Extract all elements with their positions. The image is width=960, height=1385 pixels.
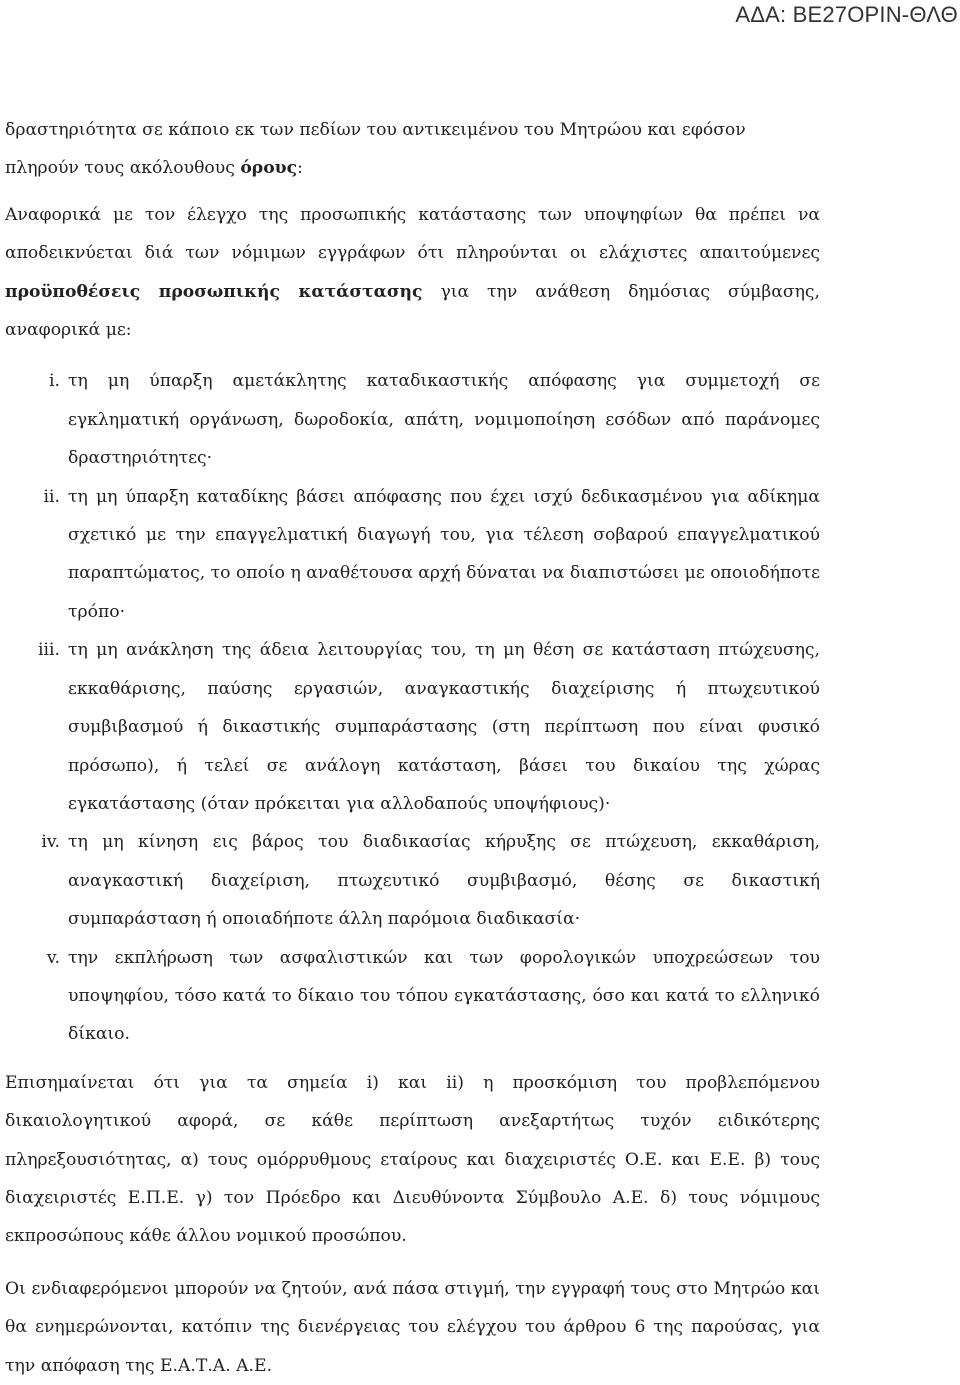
list-item bbox=[5, 939, 820, 1054]
list-item bbox=[5, 478, 820, 632]
personal-status-text-end: για την ανάθεση δημόσιας σύμβασης, αναφορικά με: bbox=[5, 281, 820, 341]
list-item-number: iv. bbox=[41, 832, 60, 853]
intro-paragraph bbox=[5, 111, 820, 188]
intro-text: δραστηριότητα σε κάποιο εκ των πεδίων του αντικειμένου του Μητρώου και εφόσον πληρούν τους ακόλουθους bbox=[5, 120, 746, 179]
intro-bold-terms: όρους bbox=[240, 158, 298, 179]
list-item-number: i. bbox=[49, 371, 60, 392]
intro-colon: : bbox=[297, 158, 303, 179]
list-item bbox=[5, 362, 820, 477]
requirements-list bbox=[5, 362, 820, 1053]
list-item-text: τη μη ύπαρξη καταδίκης βάσει απόφασης που έχει ισχύ δεδικασμένου για αδίκημα σχετικό με την επαγγελματική διαγωγή του, για τέλεση σοβαρού επαγγελματικού παραπτώματος, το οποίο η αναθέτουσα αρχή δύναται να διαπιστώσει με οποιοδήποτε τρόπο· bbox=[68, 486, 820, 622]
list-item-text: την εκπλήρωση των ασφαλιστικών και των φορολογικών υποχρεώσεων του υποψηφίου, τόσο κατά το δίκαιο του τόπου εγκατάστασης, όσο και κατά το ελληνικό δίκαιο. bbox=[68, 947, 820, 1045]
list-item-text: τη μη κίνηση εις βάρος του διαδικασίας κήρυξης σε πτώχευση, εκκαθάριση, αναγκαστική διαχείριση, πτωχευτικό συμβιβασμό, θέσης σε δικαστική συμπαράσταση ή οποιαδήποτε άλλη παρόμοια διαδικασία· bbox=[68, 832, 820, 930]
list-item-number: iii. bbox=[38, 640, 60, 661]
list-item-number: v. bbox=[46, 947, 60, 968]
list-item bbox=[5, 631, 820, 823]
list-item-text: τη μη ανάκληση της άδεια λειτουργίας του, τη μη θέση σε κατάσταση πτώχευσης, εκκαθάρισης, παύσης εργασιών, αναγκαστικής διαχείρισης ή πτωχευτικού συμβιβασμού ή δικαστικής συμπαράστασης (στη περίπτωση που είναι φυσικό πρόσωπο), ή τελεί σε ανάλογη κατάσταση, βάσει του δικαίου της χώρας εγκατάστασης (όταν πρόκειται για αλλοδαπούς υποψήφιους)· bbox=[68, 640, 820, 814]
ada-identifier: ΑΔΑ: ΒΕ27ΟΡΙΝ-ΘΛΘ bbox=[735, 2, 958, 27]
closing-paragraph: Οι ενδιαφερόμενοι μπορούν να ζητούν, ανά πάσα στιγμή, την εγγραφή τους στο Μητρώο και θα ενημερώνονται, κατόπιν της διενέργειας του ελέγχου του άρθρου 6 της παρούσας, για την απόφαση της Ε.Α.Τ.Α. Α.Ε. bbox=[5, 1278, 820, 1376]
personal-status-bold: προϋποθέσεις προσωπικής κατάστασης bbox=[5, 281, 423, 302]
notice-paragraph: Επισημαίνεται ότι για τα σημεία i) και ii) η προσκόμιση του προβλεπόμενου δικαιολογητικού αφορά, σε κάθε περίπτωση ανεξαρτήτως τυχόν ειδικότερης πληρεξουσιότητας, α) τους ομόρρυθμους εταίρους και διαχειριστές Ο.Ε. και Ε.Ε. β) τους διαχειριστές Ε.Π.Ε. γ) τον Πρόεδρο και Διευθύνοντα Σύμβουλο Α.Ε. δ) τους νόμιμους εκπροσώπους κάθε άλλου νομικού προσώπου. bbox=[5, 1072, 820, 1247]
document-body bbox=[5, 111, 820, 1385]
list-item-text: τη μη ύπαρξη αμετάκλητης καταδικαστικής απόφασης για συμμετοχή σε εγκληματική οργάνωση, δωροδοκία, απάτη, νομιμοποίηση εσόδων από παράνομες δραστηριότητες· bbox=[68, 371, 820, 469]
list-item bbox=[5, 823, 820, 938]
list-item-number: ii. bbox=[43, 486, 60, 507]
personal-status-text: Αναφορικά με τον έλεγχο της προσωπικής κατάστασης των υποψηφίων θα πρέπει να αποδεικνύεται διά των νόμιμων εγγράφων ότι πληρούνται οι ελάχιστες απαιτούμενες bbox=[5, 204, 820, 264]
personal-status-paragraph bbox=[5, 196, 820, 350]
